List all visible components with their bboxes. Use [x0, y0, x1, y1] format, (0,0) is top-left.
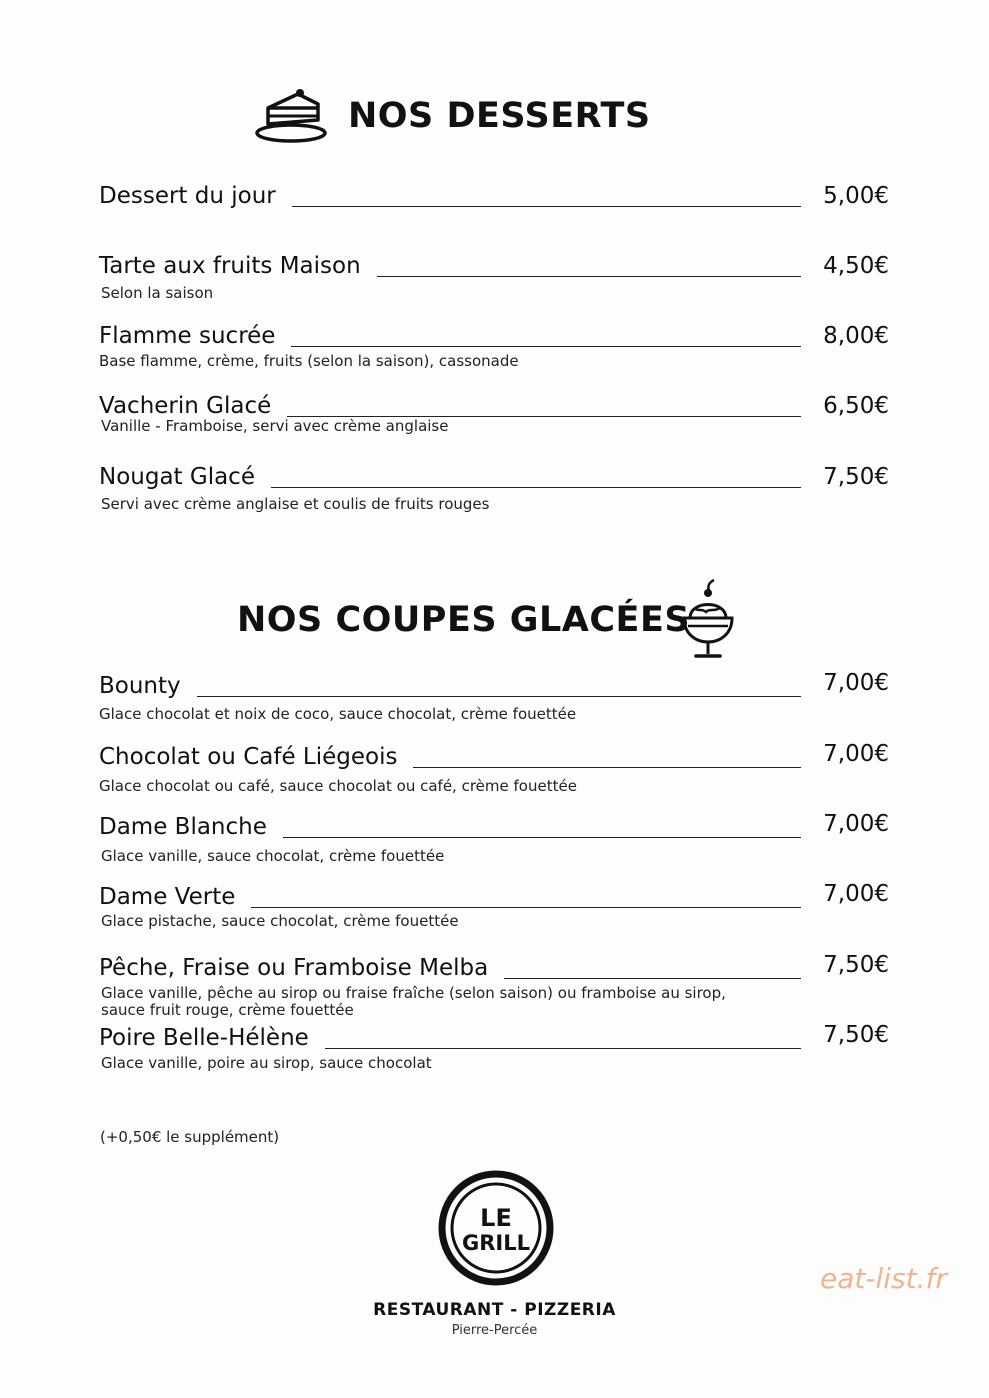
- item-description: Glace vanille, pêche au sirop ou fraise fraîche (selon saison) ou framboise au sirop, sauce fruit rouge, crème fouettée: [101, 984, 726, 1019]
- menu-item: [99, 670, 889, 703]
- item-price: 6,50€: [823, 393, 889, 419]
- item-description: Glace pistache, sauce chocolat, crème fouettée: [101, 912, 459, 930]
- watermark: eat-list.fr: [820, 1262, 947, 1295]
- ice-cream-sundae-icon: [680, 578, 736, 660]
- menu-item: [99, 952, 889, 985]
- tagline: RESTAURANT - PIZZERIA: [373, 1300, 616, 1320]
- item-name: Nougat Glacé: [99, 464, 271, 490]
- menu-item: [99, 464, 889, 494]
- item-name: Dessert du jour: [99, 183, 292, 209]
- item-description: Vanille - Framboise, servi avec crème anglaise: [101, 417, 449, 435]
- item-price: 7,00€: [823, 670, 889, 696]
- desserts-title: NOS DESSERTS: [348, 96, 651, 136]
- dotted-leader: [99, 696, 801, 697]
- item-name: Poire Belle-Hélène: [99, 1025, 325, 1051]
- location: Pierre-Percée: [451, 1323, 538, 1338]
- item-name: Flamme sucrée: [99, 323, 291, 349]
- item-price: 7,00€: [823, 811, 889, 837]
- item-description: Servi avec crème anglaise et coulis de fruits rouges: [101, 495, 490, 513]
- item-description: Selon la saison: [101, 284, 214, 302]
- menu-item: [99, 253, 889, 283]
- le-grill-logo: [438, 1170, 554, 1286]
- item-price: 7,00€: [823, 741, 889, 767]
- item-name: Bounty: [99, 673, 197, 699]
- item-price: 5,00€: [823, 183, 889, 209]
- logo-line-2: GRILL: [462, 1231, 530, 1255]
- item-description: Glace chocolat et noix de coco, sauce chocolat, crème fouettée: [99, 705, 577, 723]
- item-name: Pêche, Fraise ou Framboise Melba: [99, 955, 504, 981]
- item-description: Base flamme, crème, fruits (selon la saison), cassonade: [99, 352, 519, 370]
- item-price: 7,50€: [823, 464, 889, 490]
- item-description: Glace chocolat ou café, sauce chocolat ou café, crème fouettée: [99, 777, 577, 795]
- item-name: Chocolat ou Café Liégeois: [99, 744, 413, 770]
- menu-item: [99, 183, 889, 213]
- logo-line-1: LE: [480, 1204, 512, 1232]
- menu-item: [99, 323, 889, 353]
- item-description: Glace vanille, sauce chocolat, crème fouettée: [101, 847, 445, 865]
- coupes-title: NOS COUPES GLACÉES: [237, 600, 691, 640]
- item-price: 8,00€: [823, 323, 889, 349]
- supplement-note: (+0,50€ le supplément): [100, 1128, 280, 1146]
- item-name: Vacherin Glacé: [99, 393, 287, 419]
- menu-item: [99, 1022, 889, 1055]
- item-name: Dame Blanche: [99, 814, 283, 840]
- item-description: Glace vanille, poire au sirop, sauce chocolat: [101, 1054, 432, 1072]
- item-name: Dame Verte: [99, 884, 251, 910]
- item-name: Tarte aux fruits Maison: [99, 253, 377, 279]
- item-price: 7,50€: [823, 952, 889, 978]
- cake-slice-icon: [254, 86, 330, 144]
- item-price: 4,50€: [823, 253, 889, 279]
- menu-item: [99, 741, 889, 774]
- menu-item: [99, 811, 889, 844]
- item-price: 7,50€: [823, 1022, 889, 1048]
- menu-item: [99, 881, 889, 914]
- item-price: 7,00€: [823, 881, 889, 907]
